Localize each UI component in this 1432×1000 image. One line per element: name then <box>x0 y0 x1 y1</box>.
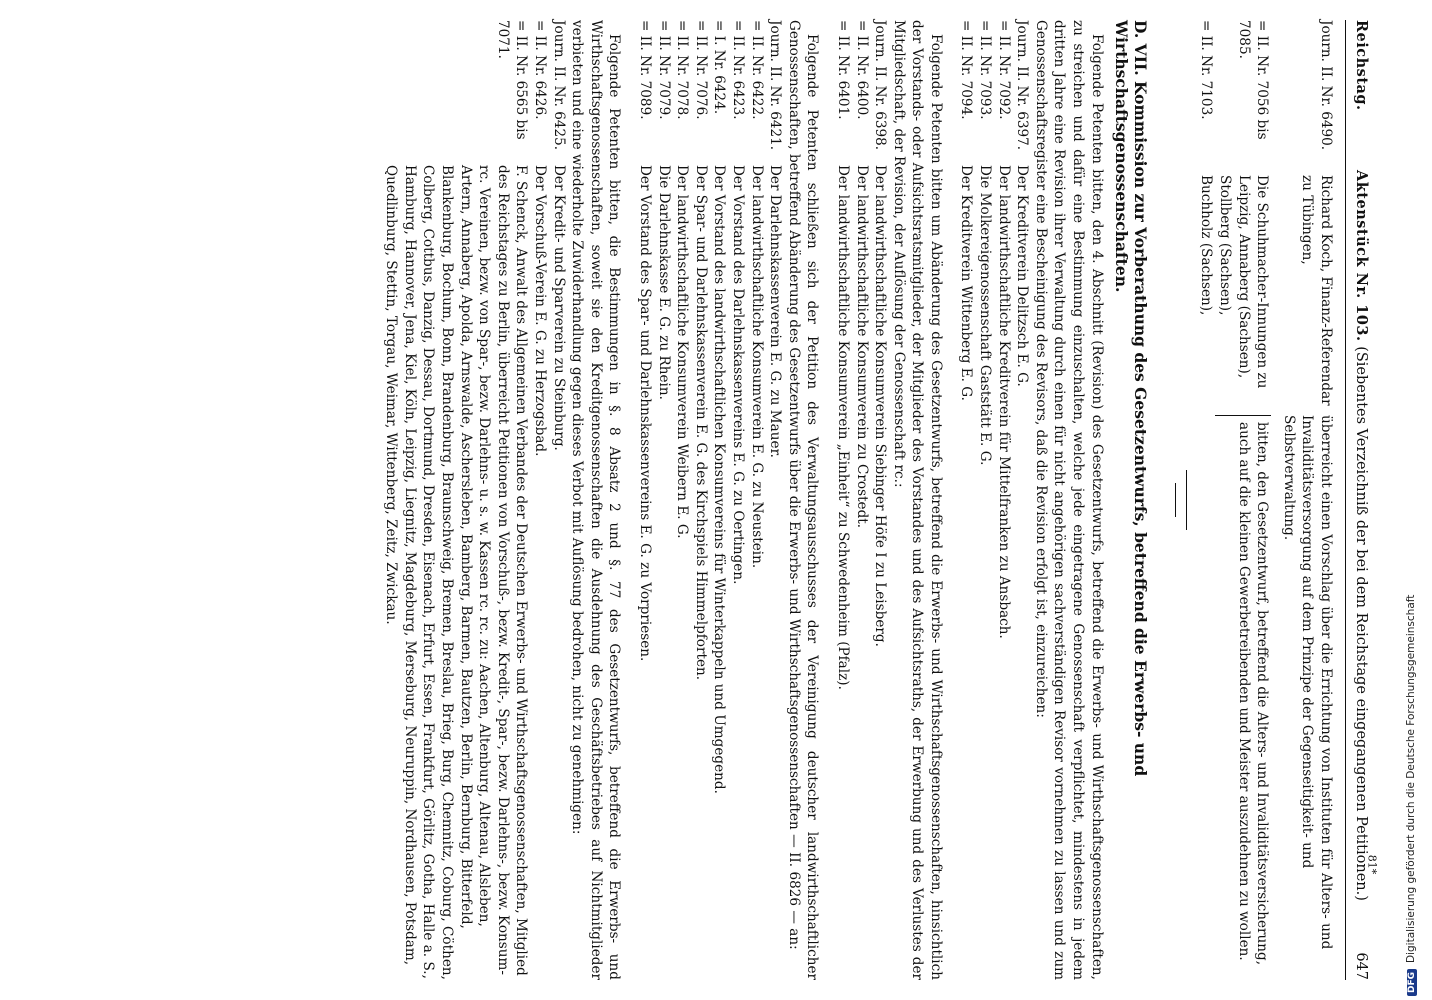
separator-rule <box>1186 470 1187 530</box>
list-ref: = II. Nr. 6422. <box>748 20 765 120</box>
entry-row <box>1215 20 1271 980</box>
list-name: Der Vorstand des Darlehnskassenvereins E. G. zu Oertingen. <box>729 165 746 585</box>
list-ref: = II. Nr. 6400. <box>853 20 870 120</box>
list-ref: = II. Nr. 6426. <box>532 20 549 120</box>
petitioner-list <box>635 20 784 980</box>
list-item <box>747 20 766 980</box>
list-item <box>635 20 654 980</box>
list-ref: Journ. II. Nr. 6421. <box>767 20 784 151</box>
list-item <box>833 20 852 980</box>
header-subtitle: (Siebentes Verzeichniß der bei dem Reichstage eingegangenen Petitionen.) <box>1353 346 1369 901</box>
list-item <box>710 20 729 980</box>
list-item <box>728 20 747 980</box>
list-item <box>530 20 549 980</box>
list-name: Der Spar- und Darlehnskassenverein E. G. des Kirchspiels Himmelpforten. <box>692 165 709 681</box>
list-item <box>852 20 871 980</box>
list-item <box>957 20 976 980</box>
section-heading: D. VII. Kommission zur Vorberathung des Gesetzentwurfs, betreffend die Erwerbs- und Wirthschaftsgenossenschaften. <box>1112 20 1150 777</box>
list-name: Der Vorschuß-Verein E. G. zu Herzogsbad. <box>532 165 549 457</box>
paragraph-text: Folgende Petenten schließen sich der Petition des Verwaltungsausschusses der Vereinigung deutscher landwirthschaftlicher Genossenschaften, betreffend Abänderung des Gesetzentwurfs über die Erwerbs- und Wirthschaftsgenossenschaften <box>785 20 821 980</box>
list-ref: Journ. II. Nr. 6397. <box>1014 20 1031 151</box>
list-ref: = II. Nr. 7078. <box>674 20 691 120</box>
list-name: Die Molkereigenossenschaft Gaststätt E. G. <box>977 165 994 466</box>
list-name: Der landwirthschaftliche Konsumverein zu Crostedt. <box>853 165 870 529</box>
petitioner-list <box>957 20 1031 980</box>
petitioner-list <box>382 20 568 980</box>
list-item <box>976 20 995 980</box>
list-name: Der Kredit- und Sparverein zu Steinburg. <box>550 165 567 451</box>
list-name: F. Schenck, Anwalt des Allgemeinen Verbandes der Deutschen Erwerbs- und Wirthschaftsgenossenschaften, Mitglied des Reichstages zu Berlin, überreicht Petitionen von Vorschuß-, bezw. Kredit-, Spar-, bezw. Darlehns-, bezw. Konsum- rc. Vereinen, bezw. von Spar-, bezw. Darlehns- u. s. w. Kassen rc. rc. zu: Aachen, Altenburg, Altenau, Alsleben, Artern, Annaberg, Apolda, Arnswalde, Aschersleben, Bamberg, Barmen, Bautzen, Berlin, Bernburg, Bitterfeld, Blankenburg, Bochum, Bonn, Brandenburg, Braunschweig, Bremen, Breslau, Brieg, Burg, Chemnitz, Coburg, Cöthen, Colberg, Cottbus, Danzig, Dessau, Dortmund, Dresden, Eisenach, Erfurt, Essen, Frankfurt, Görlitz, Gotha, Halle a. S., Hamburg, Hannover, Jena, Kiel, Köln, Leipzig, Liegnitz, Magdeburg, Merseburg, Neuruppin, Nordhausen, Potsdam, Quedlinburg, Stettin, Torgau, Weimar, Wittenberg, Zeitz, Zwickau. <box>383 165 530 980</box>
entry-row <box>1197 20 1216 980</box>
section-paragraph: Folgende Petenten bitten um Abänderung des Gesetzentwurfs, betreffend die Erwerbs- und Wirthschaftsgenossenschaften, hinsichtlich der Vorstands- oder Aufsichtsratsmitglieder, der Mitglieder des Vorstandes und des Aufsichtsraths, der Erwerbung und des Verlustes der Mitgliedschaft, der Revision, der Auflösung der Genossenschaft rc.: <box>890 20 944 980</box>
list-name: Der landwirthschaftliche Konsumverein „Einheit“ zu Schwedenheim (Pfalz). <box>834 165 851 690</box>
list-name: Der Kreditverein Wittenberg E. G. <box>958 165 975 401</box>
list-ref: = II. Nr. 6401. <box>834 20 851 120</box>
entry-ref: = II. Nr. 7056 bis 7085. <box>1235 20 1271 140</box>
list-ref: = II. Nr. 7092. <box>995 20 1012 120</box>
list-ref: = II. Nr. 7076. <box>692 20 709 120</box>
section-paragraph: Folgende Petenten bitten, die Bestimmungen in §. 8 Absatz 2 und §. 77 des Gesetzentwurfs, betreffend die Erwerbs- und Wirthschaftsgenossenschaften, soweit sie den Kreditgenossenschaften die Ausdehnung des Geschäftsbetriebes auf Nichtmitglieder verbieten und eine wiederholte Zuwiderhandlung gegen dieses Verbot mit Auflösung bedrohen, nicht zu genehmigen: <box>569 20 623 980</box>
section-paragraph: Folgende Petenten schließen sich der Petition des Verwaltungsausschusses der Vereinigung deutscher landwirthschaftlicher Genossenschaften, betreffend Abänderung des Gesetzentwurfs über die Erwerbs- und Wirthschaftsgenossenschaften — II. 6826 — an: <box>785 20 821 980</box>
page-footer-mark: 81* <box>1365 854 1379 875</box>
list-ref: = II. Nr. 6423. <box>729 20 746 120</box>
dfg-logo: DFG <box>1407 969 1417 996</box>
list-ref: = II. Nr. 7094. <box>958 20 975 120</box>
list-name: Der Kreditverein Delitzsch E. G. <box>1014 165 1031 387</box>
list-ref: = II. Nr. 7079. <box>655 20 672 120</box>
list-item <box>549 20 568 980</box>
running-header <box>1345 20 1370 980</box>
list-item <box>654 20 673 980</box>
list-ref: = II. Nr. 7089. <box>637 20 653 120</box>
list-name: Der landwirthschaftliche Konsumverein Siebinger Höfe I zu Leisberg. <box>872 165 889 647</box>
list-item <box>382 20 531 980</box>
separator-rule <box>1175 483 1176 517</box>
list-ref: = I. Nr. 6424. <box>711 20 728 115</box>
list-ref: = II. Nr. 6565 bis 7071. <box>494 20 530 140</box>
list-name: Der Vorstand des landwirthschaftlichen Konsumvereins für Winterkappeln und Umgegend. <box>711 165 728 794</box>
header-doc: Aktenstück Nr. 103. <box>1353 170 1370 342</box>
header-title <box>1351 170 1370 901</box>
list-item <box>691 20 710 980</box>
digitization-footer <box>1405 6 1417 996</box>
entry-text: bitten, den Gesetzentwurf, betreffend die Alters- und Invaliditätsversicherung, auch auf die kleinen Gewerbetreibenden und Meister auszudehnen zu wollen. <box>1215 415 1271 980</box>
list-name: Der Darlehnskassenverein E. G. zu Mauer. <box>767 165 784 458</box>
footer-text: Digitalisierung gefördert durch die Deutsche Forschungsgemeinschaft <box>1405 594 1417 963</box>
rotated-page-content <box>40 20 1370 980</box>
list-item <box>871 20 890 980</box>
list-item <box>1013 20 1032 980</box>
list-name: Die Darlehnskasse E. G. zu Rhein. <box>655 165 672 400</box>
list-name: Der Vorstand des Spar- und Darlehnskassenvereins E. G. zu Vorpriesen. <box>637 165 653 662</box>
list-ref: = II. Nr. 7093. <box>977 20 994 120</box>
list-ref: Journ. II. Nr. 6425. <box>550 20 567 151</box>
list-name: Der landwirthschaftliche Konsumverein E. G. zu Neustein. <box>748 165 765 569</box>
entry-sender: Die Schuhmacher-Innungen zu Leipzig, Annaberg (Sachsen), Stollberg (Sachsen), <box>1217 175 1271 389</box>
list-item <box>766 20 785 980</box>
header-left: Reichstag. <box>1353 20 1370 111</box>
paragraph-ref: II. 6826 — an: <box>785 852 802 950</box>
entry-sender: Richard Koch, Finanz-Referendar zu Tübingen, <box>1299 175 1334 406</box>
entry-text <box>1197 415 1216 980</box>
entry-ref: Journ. II. Nr. 6490. <box>1318 20 1334 151</box>
entry-text: überreicht einen Vorschlag über die Errichtung von Instituten für Alters- und Invaliditätsversorgung auf dem Prinzipe der Gegenseitigkeit- und Selbstverwaltung. <box>1280 415 1334 950</box>
section-paragraph: Folgende Petenten bitten, den 4. Abschnitt (Revision) des Gesetzentwurfs, betreffend die Erwerbs- und Wirthschaftsgenossenschaften, zu streichen und dafür eine Bestimmung einzuschalten, welche jede eingetragene Genossenschaft verpflichtet, mindestens in jedem dritten Jahre eine Revision ihrer Verwaltung durch einen für nicht angehörigen sachverständigen Revisor vornehmen zu lassen und zum Genossenschaftsregister eine Bescheinigung des Revisors, daß die Revision erfolgt ist, einzureichen: <box>1032 20 1105 980</box>
petitioner-list <box>833 20 889 980</box>
list-ref: Journ. II. Nr. 6398. <box>872 20 889 151</box>
list-item <box>673 20 692 980</box>
list-name: Der landwirthschaftliche Kreditverein für Mittelfranken zu Ansbach. <box>995 165 1012 639</box>
entry-sender: Buchholz (Sachsen), <box>1198 175 1215 316</box>
header-page-number: 647 <box>1353 952 1369 980</box>
list-item <box>994 20 1013 980</box>
entry-row <box>1279 20 1335 980</box>
list-name: Der landwirthschaftliche Konsumverein Weibern E. G. <box>674 165 691 539</box>
entry-ref: = II. Nr. 7103. <box>1198 20 1215 120</box>
